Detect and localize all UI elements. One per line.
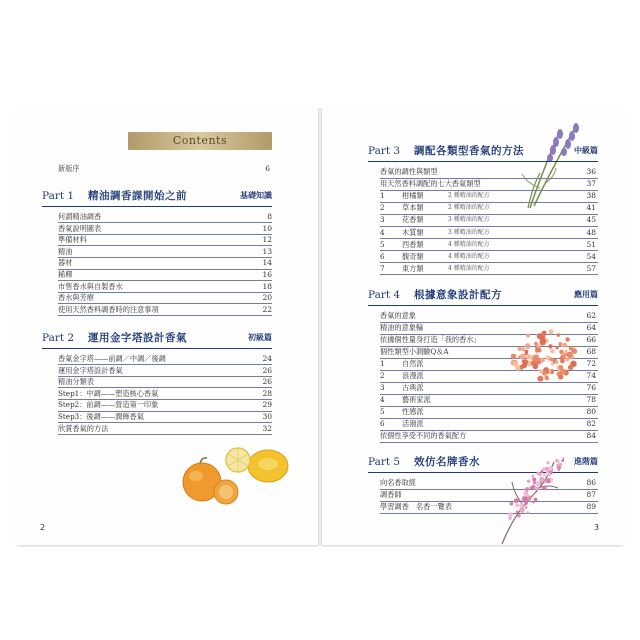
toc-entry-page: 32 [262, 423, 272, 433]
toc-entry-title: 古典派 [402, 383, 424, 392]
pepper-berry [539, 369, 543, 373]
pepper-berry [533, 364, 539, 370]
toc-entry-title: 活潑派 [402, 419, 424, 428]
toc-entry-title: 欣賞香氣的方法 [58, 423, 109, 433]
pepper-berry [559, 350, 564, 355]
toc-entry-number: 4 [380, 227, 385, 237]
flower-bud [527, 480, 530, 483]
toc-entry-page: 86 [586, 478, 596, 487]
toc-entry-title: Step2：前調——營造第一印象 [58, 400, 159, 410]
flower-bud [539, 477, 544, 482]
toc-entry-page: 48 [586, 227, 596, 237]
flower-bud [519, 503, 524, 508]
part2-number: Part 2 [42, 332, 75, 344]
toc-entry-page: 14 [262, 258, 272, 268]
part2-title: 運用金字塔設計香氣 [88, 332, 187, 344]
flower-bud [523, 491, 527, 495]
toc-entry-title: 香氣的意象 [380, 311, 416, 320]
toc-entry-title: Step3：後調——潤飾香氣 [58, 412, 144, 421]
part1-title: 精油調香課開始之前 [88, 190, 187, 202]
toc-entry-page: 74 [586, 371, 596, 380]
pepper-berry [558, 374, 563, 379]
pepper-berry [548, 344, 552, 348]
toc-entry-page: 68 [586, 347, 596, 356]
toc-entry-number: 3 [380, 383, 385, 392]
toc-entry-title: 調香師 [380, 490, 402, 499]
toc-entry-subtitle: 3 種精油的配方 [448, 216, 490, 224]
toc-entry-page: 10 [262, 223, 272, 233]
toc-entry-number: 6 [380, 419, 385, 428]
pepper-berry [565, 350, 568, 353]
pepper-berry [557, 333, 561, 337]
flower-bud [528, 497, 531, 500]
toc-entry-title: 香水與芳療 [58, 293, 94, 303]
toc-entry-page: 12 [262, 235, 272, 245]
toc-entry-subtitle: 3 種精油的配方 [448, 228, 490, 236]
toc-entry-title: 何謂精油調香 [58, 212, 102, 221]
left-folio: 2 [40, 523, 46, 532]
flower-bud [550, 478, 553, 481]
row-divider [58, 315, 272, 316]
contents-title: Contents [172, 134, 228, 147]
pepper-berry [526, 334, 530, 338]
toc-entry-number: 2 [380, 371, 385, 380]
toc-entry-title: Step1：中調——塑造核心香氣 [58, 388, 159, 398]
toc-entry-title: 東方類 [402, 263, 424, 273]
toc-entry-number: 1 [380, 191, 385, 201]
toc-entry [380, 251, 570, 263]
toc-entry-title: 柑橘類 [402, 191, 424, 201]
row-divider [58, 434, 272, 435]
toc-entry-page: 41 [586, 203, 596, 213]
flower-bud [523, 496, 528, 501]
toc-entry-title: 器材 [58, 258, 73, 268]
row-divider [58, 245, 272, 246]
toc-entry-page: 82 [586, 419, 596, 428]
pepper-berry [549, 358, 553, 362]
flower-bud [547, 461, 550, 464]
toc-entry [380, 263, 570, 275]
pepper-berry [515, 366, 520, 371]
toc-entry-title: 木質類 [402, 227, 424, 237]
part3-rule [368, 161, 598, 162]
flower-bud [540, 470, 543, 473]
toc-entry-page: 26 [262, 365, 272, 375]
lemon-icon [248, 450, 288, 482]
flower-bud [516, 510, 519, 513]
toc-entry-page: 89 [586, 502, 596, 511]
toc-entry-page: 13 [262, 246, 272, 256]
toc-entry-page: 16 [262, 270, 272, 279]
flower-bud [508, 516, 512, 520]
toc-entry-page: 80 [586, 407, 596, 416]
toc-entry-page: 87 [586, 490, 596, 499]
toc-entry-number: 3 [380, 215, 385, 225]
toc-entry-title: 學習調香 名香一覽表 [380, 502, 452, 511]
toc-entry-page: 37 [586, 179, 596, 189]
flower-bud [532, 501, 535, 504]
part3-title: 調配各類型香氣的方法 [414, 145, 524, 157]
toc-entry-title: 藝術家派 [402, 395, 431, 404]
toc-entry-title: 香氣說明圖表 [58, 223, 102, 233]
toc-entry [380, 178, 570, 190]
toc-entry-title: 自然派 [402, 359, 424, 368]
row-divider [58, 234, 272, 235]
pepper-berry [563, 343, 567, 347]
row-divider [380, 442, 598, 443]
toc-entry-page: 76 [586, 383, 596, 392]
preface-label: 新版序 [58, 164, 80, 173]
pepper-berry [560, 359, 565, 364]
flower-bud [509, 502, 513, 506]
toc-entry-title: 使用天然香料調香時的注意事項 [58, 304, 159, 314]
toc-entry [380, 227, 570, 239]
part5-title: 效仿名牌香水 [414, 456, 480, 468]
part1-number: Part 1 [42, 190, 75, 202]
pepper-berry [526, 354, 531, 359]
toc-entry [380, 394, 570, 406]
pepper-berry [555, 360, 559, 364]
pepper-berry [565, 357, 569, 361]
toc-entry-page: 28 [262, 388, 272, 398]
toc-entry-page: 51 [586, 239, 596, 249]
toc-entry-subtitle: 2 種精油的配方 [448, 204, 490, 212]
pepper-berry [545, 376, 549, 380]
toc-entry-title: 性感派 [402, 407, 424, 416]
preface-page: 6 [265, 164, 270, 173]
pepper-berry [549, 329, 554, 334]
toc-entry-page: 30 [262, 412, 272, 421]
toc-entry-title: 向名香取經 [380, 478, 416, 487]
part4-title: 根據意象設計配方 [414, 289, 502, 301]
pepper-berry [537, 333, 543, 339]
toc-entry-number: 4 [380, 395, 385, 404]
toc-entry-title: 依個性享受不同的香氣配方 [380, 431, 467, 440]
toc-entry-title: 馥奇類 [402, 251, 424, 261]
toc-entry-title: 浪漫派 [402, 371, 424, 380]
preface-entry [58, 163, 80, 175]
pepper-berry [520, 354, 526, 360]
flower-bud [520, 507, 525, 512]
toc-entry [380, 418, 570, 430]
toc-entry-page: 36 [586, 167, 596, 176]
row-divider [58, 269, 272, 270]
toc-entry-title: 準備材料 [58, 235, 87, 245]
toc-entry-page: 54 [586, 251, 596, 261]
toc-entry-title: 西香類 [402, 239, 424, 249]
toc-entry-page: 72 [586, 359, 596, 368]
toc-entry-title: 精油 [58, 246, 73, 256]
toc-entry-number: 1 [380, 359, 385, 368]
flower-bud [536, 472, 540, 476]
toc-entry-title: 花香類 [402, 215, 424, 225]
row-divider [58, 257, 272, 258]
pink-flower-sprig-illustration [494, 454, 564, 546]
toc-entry-subtitle: 4 種精油的配方 [448, 240, 490, 248]
flower-bud [536, 487, 540, 491]
part3-number: Part 3 [368, 145, 401, 157]
toc-entry-page: 20 [262, 293, 272, 303]
toc-entry-page: 84 [586, 431, 596, 440]
toc-entry-title: 依據個性量身打造「我的香水」 [380, 335, 481, 344]
toc-entry-title: 稀釋 [58, 270, 73, 279]
pepper-berry [565, 337, 569, 341]
toc-entry [380, 406, 570, 418]
pepper-berry [569, 346, 574, 351]
toc-entry-page: 18 [262, 281, 272, 291]
part1-level: 基礎知識 [240, 191, 272, 200]
pepper-berry [521, 347, 525, 351]
pepper-berry [550, 349, 554, 353]
toc-entry [380, 190, 570, 202]
flower-bud [525, 506, 527, 508]
toc-entry [380, 214, 570, 226]
part4-number: Part 4 [368, 289, 401, 301]
book-gutter [318, 108, 322, 545]
toc-entry-page: 64 [586, 323, 596, 332]
toc-entry-page: 24 [262, 354, 272, 363]
part3-level: 中級篇 [574, 146, 598, 155]
flower-bud [524, 500, 528, 504]
toc-entry-page: 57 [586, 263, 596, 273]
part2-level: 初級篇 [248, 333, 272, 342]
pepper-berry [535, 348, 539, 352]
pepper-berry [546, 370, 549, 373]
flower-bud [526, 511, 529, 514]
flower-bud [548, 467, 552, 471]
pepper-berry [560, 369, 566, 375]
flower-bud [559, 463, 562, 466]
toc-entry-page: 62 [586, 311, 596, 320]
flower-bud [530, 486, 534, 490]
toc-entry-page: 78 [586, 395, 596, 404]
toc-entry-number: 5 [380, 407, 385, 416]
toc-entry-title: 香氣金字塔——前調／中調／後調 [58, 354, 166, 363]
flower-bud [558, 469, 560, 471]
pepper-berry [537, 376, 543, 382]
toc-entry-page: 66 [586, 335, 596, 344]
flower-bud [517, 514, 520, 517]
toc-entry-number: 6 [380, 251, 385, 261]
flower-bud [534, 498, 538, 502]
flower-bud [557, 460, 560, 463]
flower-bud [542, 486, 547, 491]
pepper-berry [536, 345, 540, 349]
flower-bud [525, 487, 529, 491]
flower-bud [536, 481, 541, 486]
pink-pepper-illustration [508, 324, 580, 386]
toc-entry [380, 310, 570, 322]
toc-entry-number: 2 [380, 203, 385, 213]
toc-entry-page: 22 [262, 304, 272, 314]
part2-rule [42, 348, 272, 349]
flower-bud [515, 504, 519, 508]
toc-entry [380, 202, 570, 214]
flower-bud [534, 478, 537, 481]
toc-entry [380, 239, 570, 251]
pepper-berry [568, 353, 572, 357]
toc-entry-title: 草本類 [402, 203, 424, 213]
row-divider [380, 513, 598, 514]
toc-entry-title: 運用金字塔設計香氣 [58, 365, 123, 375]
pepper-berry [556, 346, 559, 349]
flower-bud [556, 464, 559, 467]
toc-entry-title: 市售香水與自製香水 [58, 281, 123, 291]
pepper-berry [511, 354, 516, 359]
pepper-berry [561, 354, 566, 359]
pepper-berry [525, 343, 531, 349]
flower-bud [533, 481, 536, 484]
toc-entry-title: 用天然香料調配的七大香氣類型 [380, 179, 481, 189]
toc-entry-page: 26 [262, 377, 272, 387]
pepper-berry [518, 347, 522, 351]
flower-bud [532, 475, 535, 478]
pepper-berry [540, 358, 543, 361]
part5-level: 進階篇 [574, 457, 598, 466]
citrus-fruit-illustration [176, 440, 292, 506]
toc-entry-page: 45 [586, 215, 596, 225]
toc-entry-page: 38 [586, 191, 596, 201]
lemon-slice-icon [226, 448, 250, 472]
toc-entry-subtitle: 4 種精油的配方 [448, 264, 490, 272]
toc-entry [380, 166, 570, 178]
part4-level: 應用篇 [574, 290, 598, 299]
toc-entry [380, 430, 570, 442]
part5-number: Part 5 [368, 456, 401, 468]
pepper-berry [569, 366, 573, 370]
toc-entry-page: 29 [262, 400, 272, 410]
toc-entry-number: 5 [380, 239, 385, 249]
toc-entry-title: 個性類型小測驗Q＆A [380, 347, 449, 356]
row-divider [380, 274, 598, 275]
toc-entry-subtitle: 4 種精油的配方 [448, 252, 490, 260]
right-folio: 3 [594, 523, 600, 532]
pepper-berry [522, 363, 527, 368]
toc-entry-title: 香氣的調性與類型 [380, 167, 438, 176]
toc-entry-number: 7 [380, 263, 385, 273]
part4-rule [368, 305, 598, 306]
toc-entry-title: 精油的意象輪 [380, 323, 424, 332]
part1-rule [42, 206, 272, 207]
flower-bud [514, 500, 516, 502]
toc-entry-subtitle: 2 種精油的配方 [448, 192, 490, 200]
flower-bud [543, 473, 546, 476]
toc-entry-title: 精油分類表 [58, 377, 94, 387]
toc-entry-page: 8 [267, 212, 272, 221]
